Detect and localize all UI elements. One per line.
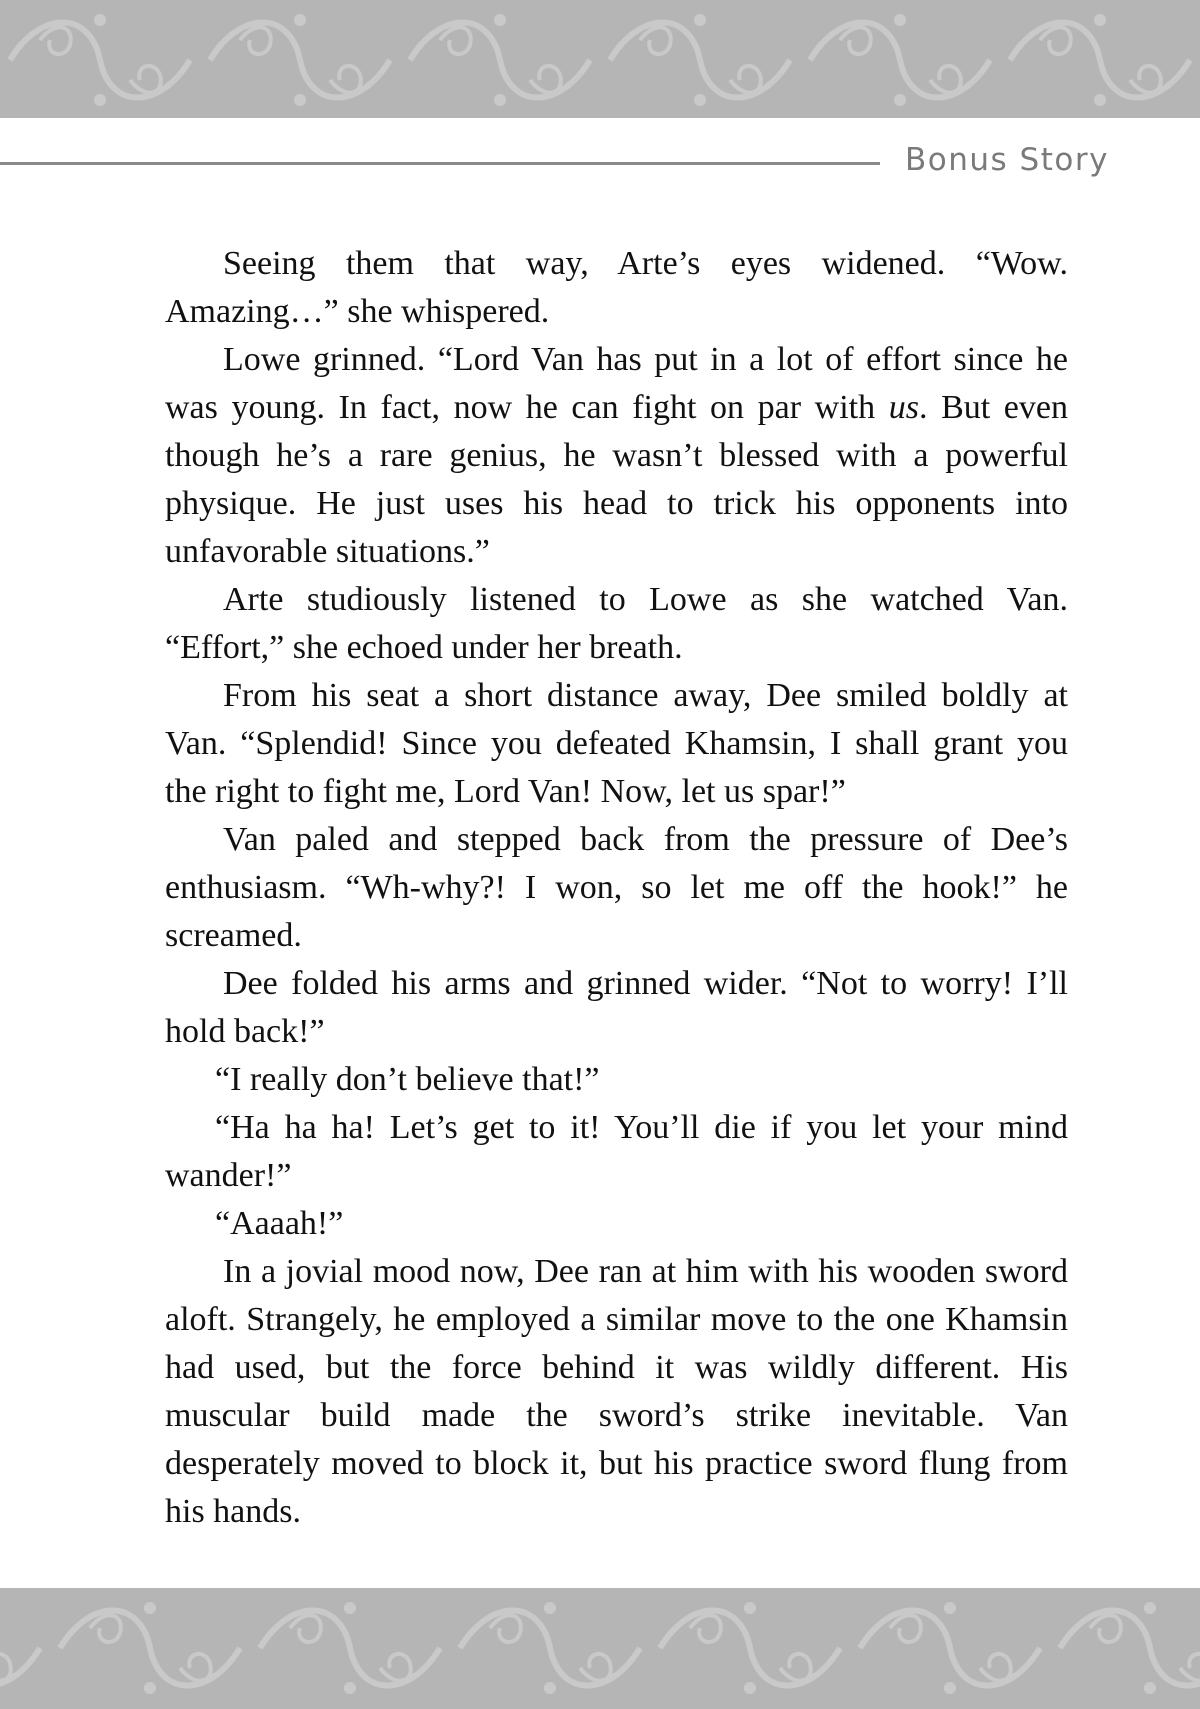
paragraph: “Ha ha ha! Let’s get to it! You’ll die if you let your mind wander!” <box>165 1109 1068 1194</box>
paragraph: From his seat a short distance away, Dee smiled boldly at Van. “Splendid! Since you defeated Khamsin, I shall grant you the right to fight me, Lord Van! Now, let us spar!” <box>165 677 1068 810</box>
paragraph-text: Lowe grinned. “Lord Van has put in a lot of effort since he was young. In fact, now he can fight on par with us. But even though he’s a rare genius, he wasn’t blessed with a powerful physique. He just uses his head to trick his opponents into unfavorable situations.” <box>165 341 1068 570</box>
bottom-ornamental-band <box>0 1588 1200 1709</box>
paragraph: Van paled and stepped back from the pressure of Dee’s enthusiasm. “Wh-why?! I won, so let me off the hook!” he screamed. <box>165 821 1068 954</box>
paragraph: Seeing them that way, Arte’s eyes widened. “Wow. Amazing…” she whispered. <box>165 245 1068 330</box>
emphasis-text: us <box>888 389 919 426</box>
paragraph: “I really don’t believe that!” <box>215 1061 600 1098</box>
header-rule <box>0 162 880 165</box>
paragraph: “Aaaah!” <box>215 1205 344 1242</box>
top-ornament-pattern <box>0 0 1200 118</box>
top-ornamental-band <box>0 0 1200 118</box>
paragraph: In a jovial mood now, Dee ran at him with his wooden sword aloft. Strangely, he employed a similar move to the one Khamsin had used, but the force behind it was wildly different. His muscular build made the sword’s strike inevitable. Van desperately moved to block it, but his practice sword flung from his hands. <box>165 1253 1068 1530</box>
paragraph <box>165 336 1068 576</box>
running-head: Bonus Story <box>905 142 1109 178</box>
body-text <box>165 240 1068 1536</box>
paragraph: Dee folded his arms and grinned wider. “Not to worry! I’ll hold back!” <box>165 965 1068 1050</box>
bottom-ornament-pattern <box>0 1588 1200 1709</box>
paragraph: Arte studiously listened to Lowe as she watched Van. “Effort,” she echoed under her breath. <box>165 581 1068 666</box>
